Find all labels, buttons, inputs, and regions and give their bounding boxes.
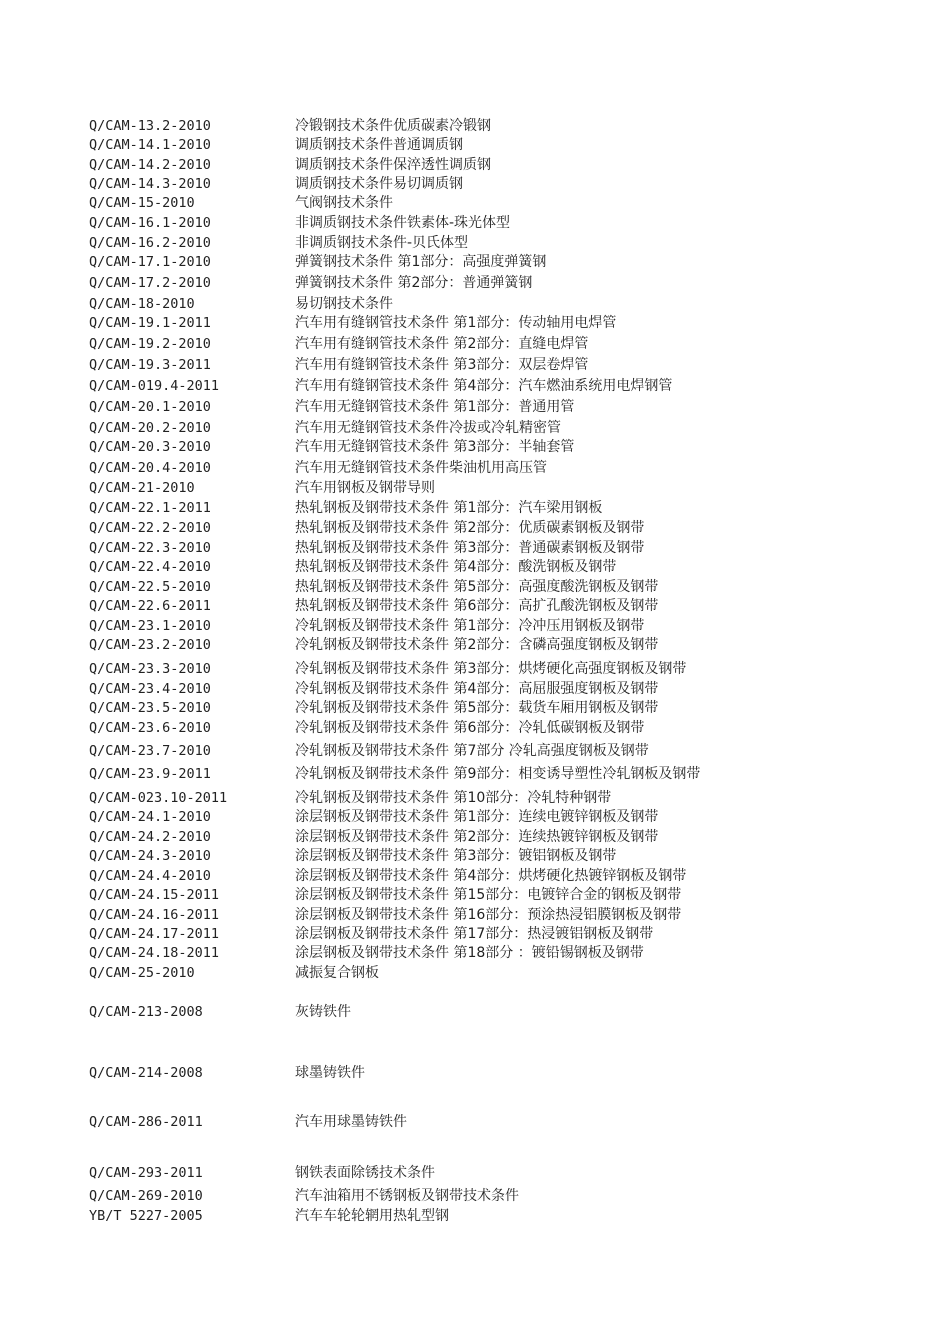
- standard-code: Q/CAM-22.5-2010: [89, 579, 211, 595]
- standard-title: 冷轧钢板及钢带技术条件 第7部分 冷轧高强度钢板及钢带: [295, 743, 649, 759]
- standard-title: 冷轧钢板及钢带技术条件 第9部分：相变诱导塑性冷轧钢板及钢带: [295, 766, 701, 782]
- standard-code: Q/CAM-22.4-2010: [89, 559, 211, 575]
- standard-row: [0, 788, 950, 808]
- standard-code: Q/CAM-269-2010: [89, 1188, 203, 1204]
- standard-code: Q/CAM-19.3-2011: [89, 357, 211, 373]
- standard-code: Q/CAM-15-2010: [89, 195, 195, 211]
- standard-code: Q/CAM-14.3-2010: [89, 176, 211, 192]
- standard-code: Q/CAM-22.1-2011: [89, 500, 211, 516]
- standard-row: [0, 577, 950, 597]
- standard-row: [0, 741, 950, 761]
- standard-code: Q/CAM-16.2-2010: [89, 235, 211, 251]
- standard-row: [0, 596, 950, 616]
- standard-row: [0, 963, 950, 983]
- standard-code: Q/CAM-023.10-2011: [89, 790, 228, 806]
- standard-title: 球墨铸铁件: [295, 1065, 365, 1081]
- standard-code: Q/CAM-23.6-2010: [89, 720, 211, 736]
- standard-row: [0, 698, 950, 718]
- standard-code: Q/CAM-24.1-2010: [89, 809, 211, 825]
- standard-code: YB/T 5227-2005: [89, 1208, 203, 1224]
- standard-title: 减振复合钢板: [295, 965, 379, 981]
- standard-code: Q/CAM-213-2008: [89, 1004, 203, 1020]
- standard-row: [0, 885, 950, 905]
- standard-row: [0, 135, 950, 155]
- standard-code: Q/CAM-25-2010: [89, 965, 195, 981]
- standard-row: [0, 557, 950, 577]
- standard-row: [0, 193, 950, 213]
- standard-code: Q/CAM-19.1-2011: [89, 315, 211, 331]
- standard-row: [0, 1186, 950, 1206]
- standard-code: Q/CAM-22.6-2011: [89, 598, 211, 614]
- standard-row: [0, 478, 950, 498]
- standard-title: 汽车油箱用不锈钢板及钢带技术条件: [295, 1188, 519, 1204]
- standard-title: 涂层钢板及钢带技术条件 第4部分：烘烤硬化热镀锌钢板及钢带: [295, 868, 687, 884]
- standard-row: [0, 294, 950, 314]
- standard-row: [0, 1206, 950, 1226]
- standard-row: [0, 846, 950, 866]
- standard-row: [0, 905, 950, 925]
- standard-title: 汽车用无缝钢管技术条件柴油机用高压管: [295, 460, 547, 476]
- standard-row: [0, 659, 950, 679]
- standard-title: 汽车用有缝钢管技术条件 第4部分：汽车燃油系统用电焊钢管: [295, 378, 673, 394]
- standard-row: [0, 418, 950, 438]
- standard-code: Q/CAM-24.2-2010: [89, 829, 211, 845]
- standard-code: Q/CAM-14.2-2010: [89, 157, 211, 173]
- standard-row: [0, 437, 950, 457]
- standard-code: Q/CAM-13.2-2010: [89, 118, 211, 134]
- standard-row: [0, 397, 950, 417]
- standard-title: 气阀钢技术条件: [295, 195, 393, 211]
- standard-title: 钢铁表面除锈技术条件: [295, 1165, 435, 1181]
- standard-title: 调质钢技术条件普通调质钢: [295, 137, 463, 153]
- standard-title: 汽车用球墨铸铁件: [295, 1114, 407, 1130]
- standard-row: [0, 866, 950, 886]
- standard-title: 汽车用有缝钢管技术条件 第3部分：双层卷焊管: [295, 357, 589, 373]
- standard-title: 涂层钢板及钢带技术条件 第17部分：热浸镀铝钢板及钢带: [295, 926, 654, 942]
- standard-code: Q/CAM-19.2-2010: [89, 336, 211, 352]
- standard-row: [0, 313, 950, 333]
- standard-row: [0, 538, 950, 558]
- standard-code: Q/CAM-24.16-2011: [89, 907, 220, 923]
- standard-title: 冷锻钢技术条件优质碳素冷锻钢: [295, 118, 491, 134]
- standard-code: Q/CAM-23.2-2010: [89, 637, 211, 653]
- standard-title: 涂层钢板及钢带技术条件 第18部分 ：镀铅锡钢板及钢带: [295, 945, 644, 961]
- standard-title: 调质钢技术条件保淬透性调质钢: [295, 157, 491, 173]
- standard-row: [0, 498, 950, 518]
- standard-code: Q/CAM-14.1-2010: [89, 137, 211, 153]
- standard-row: [0, 252, 950, 272]
- standard-code: Q/CAM-24.18-2011: [89, 945, 220, 961]
- standard-code: Q/CAM-22.3-2010: [89, 540, 211, 556]
- standard-row: [0, 213, 950, 233]
- standard-title: 灰铸铁件: [295, 1004, 351, 1020]
- standard-code: Q/CAM-23.9-2011: [89, 766, 211, 782]
- standard-title: 汽车用钢板及钢带导则: [295, 480, 435, 496]
- standard-title: 弹簧钢技术条件 第2部分：普通弹簧钢: [295, 275, 533, 291]
- standard-title: 热轧钢板及钢带技术条件 第1部分：汽车梁用钢板: [295, 500, 603, 516]
- standard-title: 涂层钢板及钢带技术条件 第3部分：镀铝钢板及钢带: [295, 848, 617, 864]
- standard-row: [0, 273, 950, 293]
- standard-title: 汽车用无缝钢管技术条件冷拔或冷轧精密管: [295, 420, 561, 436]
- standard-row: [0, 1112, 950, 1132]
- standard-title: 调质钢技术条件易切调质钢: [295, 176, 463, 192]
- standard-title: 涂层钢板及钢带技术条件 第16部分：预涂热浸铝膜钢板及钢带: [295, 907, 682, 923]
- standard-title: 汽车车轮轮辋用热轧型钢: [295, 1208, 449, 1224]
- standard-row: [0, 334, 950, 354]
- standard-title: 热轧钢板及钢带技术条件 第2部分：优质碳素钢板及钢带: [295, 520, 645, 536]
- standard-title: 热轧钢板及钢带技术条件 第6部分：高扩孔酸洗钢板及钢带: [295, 598, 659, 614]
- standard-title: 涂层钢板及钢带技术条件 第15部分：电镀锌合金的钢板及钢带: [295, 887, 682, 903]
- standard-title: 汽车用有缝钢管技术条件 第1部分：传动轴用电焊管: [295, 315, 617, 331]
- standard-row: [0, 458, 950, 478]
- standard-code: Q/CAM-23.5-2010: [89, 700, 211, 716]
- standard-code: Q/CAM-20.4-2010: [89, 460, 211, 476]
- standard-code: Q/CAM-21-2010: [89, 480, 195, 496]
- standard-title: 非调质钢技术条件-贝氏体型: [295, 235, 469, 251]
- standard-row: [0, 155, 950, 175]
- standard-row: [0, 764, 950, 784]
- standard-row: [0, 679, 950, 699]
- standard-row: [0, 827, 950, 847]
- standard-code: Q/CAM-23.1-2010: [89, 618, 211, 634]
- standard-code: Q/CAM-24.17-2011: [89, 926, 220, 942]
- standard-title: 汽车用无缝钢管技术条件 第1部分：普通用管: [295, 399, 575, 415]
- standard-code: Q/CAM-24.4-2010: [89, 868, 211, 884]
- standard-row: [0, 924, 950, 944]
- standard-title: 汽车用有缝钢管技术条件 第2部分：直缝电焊管: [295, 336, 589, 352]
- standard-row: [0, 1063, 950, 1083]
- standard-code: Q/CAM-22.2-2010: [89, 520, 211, 536]
- standard-code: Q/CAM-23.7-2010: [89, 743, 211, 759]
- standard-title: 冷轧钢板及钢带技术条件 第4部分：高屈服强度钢板及钢带: [295, 681, 659, 697]
- standard-row: [0, 233, 950, 253]
- standard-code: Q/CAM-20.2-2010: [89, 420, 211, 436]
- standard-title: 涂层钢板及钢带技术条件 第1部分：连续电镀锌钢板及钢带: [295, 809, 659, 825]
- standard-title: 易切钢技术条件: [295, 296, 393, 312]
- standard-code: Q/CAM-214-2008: [89, 1065, 203, 1081]
- standard-code: Q/CAM-23.4-2010: [89, 681, 211, 697]
- standard-title: 冷轧钢板及钢带技术条件 第6部分：冷轧低碳钢板及钢带: [295, 720, 645, 736]
- standard-title: 涂层钢板及钢带技术条件 第2部分：连续热镀锌钢板及钢带: [295, 829, 659, 845]
- standard-code: Q/CAM-286-2011: [89, 1114, 203, 1130]
- standard-row: [0, 518, 950, 538]
- standard-code: Q/CAM-24.15-2011: [89, 887, 220, 903]
- standard-title: 冷轧钢板及钢带技术条件 第2部分：含磷高强度钢板及钢带: [295, 637, 659, 653]
- standard-code: Q/CAM-23.3-2010: [89, 661, 211, 677]
- standard-code: Q/CAM-293-2011: [89, 1165, 203, 1181]
- standard-row: [0, 635, 950, 655]
- standard-row: [0, 376, 950, 396]
- standard-code: Q/CAM-17.1-2010: [89, 254, 211, 270]
- standard-title: 热轧钢板及钢带技术条件 第5部分：高强度酸洗钢板及钢带: [295, 579, 659, 595]
- standard-row: [0, 807, 950, 827]
- standard-row: [0, 718, 950, 738]
- standard-title: 冷轧钢板及钢带技术条件 第10部分：冷轧特种钢带: [295, 790, 612, 806]
- standard-title: 热轧钢板及钢带技术条件 第4部分：酸洗钢板及钢带: [295, 559, 617, 575]
- standard-row: [0, 943, 950, 963]
- standard-row: [0, 355, 950, 375]
- standard-code: Q/CAM-16.1-2010: [89, 215, 211, 231]
- standard-row: [0, 1002, 950, 1022]
- standard-row: [0, 1163, 950, 1183]
- standard-row: [0, 174, 950, 194]
- standard-row: [0, 116, 950, 136]
- standard-title: 弹簧钢技术条件 第1部分：高强度弹簧钢: [295, 254, 547, 270]
- standard-title: 冷轧钢板及钢带技术条件 第3部分：烘烤硬化高强度钢板及钢带: [295, 661, 687, 677]
- standard-code: Q/CAM-20.3-2010: [89, 439, 211, 455]
- standard-code: Q/CAM-17.2-2010: [89, 275, 211, 291]
- standard-code: Q/CAM-18-2010: [89, 296, 195, 312]
- standard-code: Q/CAM-019.4-2011: [89, 378, 220, 394]
- standard-title: 非调质钢技术条件铁素体-珠光体型: [295, 215, 511, 231]
- standard-row: [0, 616, 950, 636]
- standard-title: 热轧钢板及钢带技术条件 第3部分：普通碳素钢板及钢带: [295, 540, 645, 556]
- standard-title: 汽车用无缝钢管技术条件 第3部分：半轴套管: [295, 439, 575, 455]
- standard-title: 冷轧钢板及钢带技术条件 第1部分：冷冲压用钢板及钢带: [295, 618, 645, 634]
- standard-code: Q/CAM-20.1-2010: [89, 399, 211, 415]
- standard-title: 冷轧钢板及钢带技术条件 第5部分：载货车厢用钢板及钢带: [295, 700, 659, 716]
- standard-code: Q/CAM-24.3-2010: [89, 848, 211, 864]
